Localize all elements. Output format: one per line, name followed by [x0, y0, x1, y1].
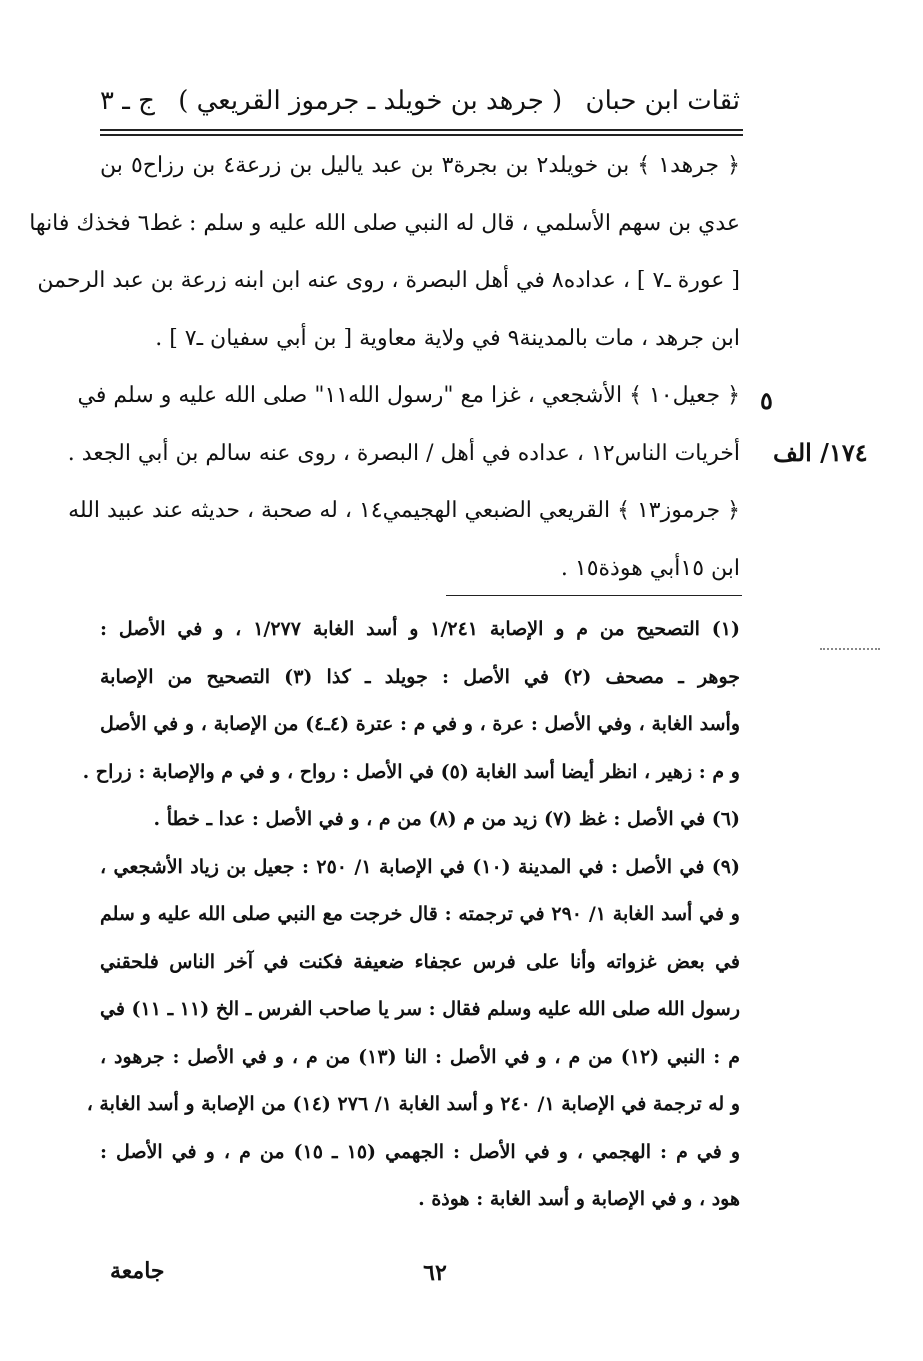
header-book-title: ثقات ابن حبان	[585, 86, 740, 116]
footnote-line: في بعض غزواته وأنا على فرس عجفاء ضعيفة فكنت في آخر الناس فلحقني	[100, 950, 740, 973]
header-volume: ج ـ ٣	[100, 86, 155, 116]
footnote-line: و في م : الهجمي ، و في الأصل : الجهمي (١٥ ـ ١٥) من م ، و في الأصل :	[100, 1140, 741, 1163]
footnote-line: (٩) في الأصل : في المدينة (١٠) في الإصابة ١/ ٢٥٠ : جعيل بن زياد الأشجعي ،	[100, 855, 741, 878]
footnote-line: و م : زهير ، انظر أيضا أسد الغابة (٥) في الأصل : رواح ، و في م والإصابة : زراح .	[82, 760, 740, 783]
footnote-line: رسول الله صلى الله عليه وسلم فقال : سر يا صاحب الفرس ـ الخ (١١ ـ ١١) في	[100, 998, 740, 1020]
footnote-line: هود ، و في الإصابة و أسد الغابة : هوذة .	[418, 1188, 740, 1210]
margin-line-number: ٥	[760, 386, 773, 415]
footnote-line: (١) التصحيح من م و الإصابة ١/٢٤١ و أسد الغابة ١/٢٧٧ ، و في الأصل :	[100, 618, 741, 640]
footnote-line: (٦) في الأصل : غظ (٧) زيد من م (٨) من م ، و في الأصل : عدا ـ خطأ .	[153, 808, 740, 830]
signature-mark: جامعة	[110, 1258, 165, 1284]
header-section-title: ( جرهد بن خويلد ـ جرموز القريعي )	[178, 86, 563, 116]
page-number: ٦٢	[423, 1260, 447, 1286]
header-rule	[100, 129, 743, 131]
main-text-line: ﴿ جرهد١ ﴾ بن خويلد٢ بن بجرة٣ بن عبد ياليل بن زرعة٤ بن رزاح٥ بن	[100, 153, 740, 178]
footnote-line: جوهر ـ مصحف (٢) في الأصل : جويلد ـ كذا (٣) التصحيح من الإصابة	[100, 665, 741, 688]
main-text-line: [ عورة ـ٧ ] ، عداده٨ في أهل البصرة ، روى عنه ابن ابنه زرعة بن عبد الرحمن	[37, 268, 740, 293]
header-rule-double	[100, 134, 743, 136]
main-text-line: ابن ١٥أبي هوذة١٥ .	[560, 555, 740, 581]
main-text-line: أخريات الناس١٢ ، عداده في أهل / البصرة ، روى عنه سالم بن أبي الجعد .	[67, 440, 740, 466]
footnote-line: و في أسد الغابة ١/ ٢٩٠ في ترجمته : قال خرجت مع النبي صلى الله عليه و سلم	[100, 903, 740, 925]
main-text-line: ابن جرهد ، مات بالمدينة٩ في ولاية معاوية [ بن أبي سفيان ـ٧ ] .	[155, 325, 740, 351]
footnote-line: م : النبي (١٢) من م ، و في الأصل : النا (١٣) من م ، و في الأصل : جرهود ،	[100, 1045, 740, 1068]
margin-dots	[820, 648, 880, 654]
main-text-line: عدي بن سهم الأسلمي ، قال له النبي صلى الله عليه و سلم : غط٦ فخذك فانها	[29, 210, 740, 236]
margin-folio-reference: ١٧٤/ الف	[773, 438, 868, 467]
footnote-separator	[446, 595, 742, 596]
footnote-line: و له ترجمة في الإصابة ١/ ٢٤٠ و أسد الغابة ١/ ٢٧٦ (١٤) من الإصابة و أسد الغابة ،	[86, 1093, 740, 1115]
running-header	[100, 78, 740, 124]
main-text-line: ﴿ جعيل١٠ ﴾ الأشجعي ، غزا مع "رسول الله١١" صلى الله عليه و سلم في	[77, 383, 740, 408]
footnote-line: وأسد الغابة ، وفي الأصل : عرة ، و في م : عترة (٤ـ٤) من الإصابة ، و في الأصل	[100, 713, 740, 735]
main-text-line: ﴿ جرموز١٣ ﴾ القريعي الضبعي الهجيمي١٤ ، له صحبة ، حديثه عند عبيد الله	[68, 498, 740, 523]
